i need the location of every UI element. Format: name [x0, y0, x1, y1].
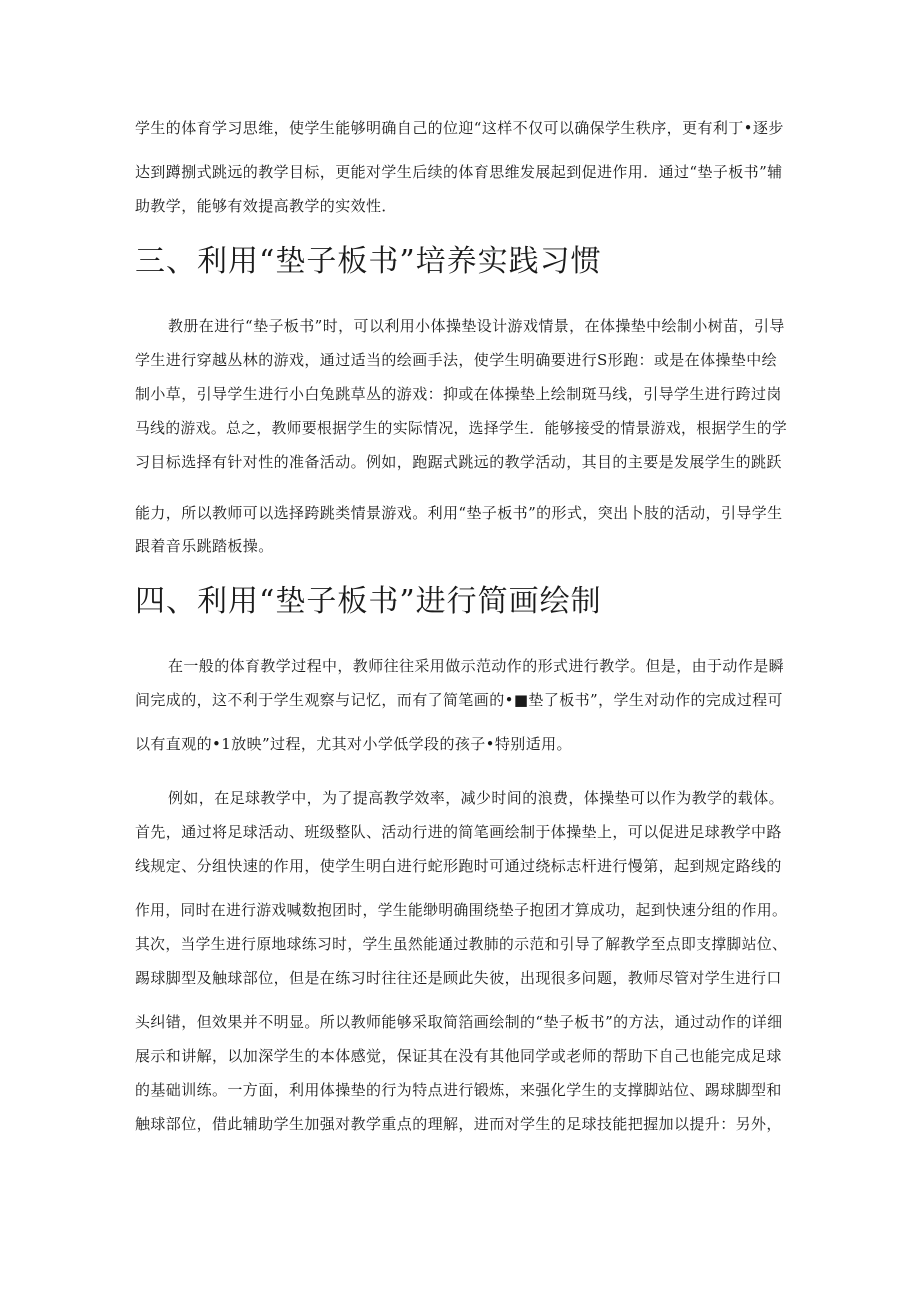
paragraph-line: 踢球脚型及触球部位，但是在练习时往往还是顾此失彼，出现很多问题，教师尽管对学生进行口 [135, 969, 782, 987]
paragraph-line: 首先，通过将足球活动、班级整队、活动行进的简笔画绘制于体操垫上，可以促进足球教学中路 [135, 823, 782, 841]
paragraph-line: 以有直观的•1放映”过程，尤其对小学低学段的孩子•特别适用。 [135, 735, 572, 753]
paragraph-line: 助教学，能够有效提高教学的实效性． [135, 197, 397, 215]
paragraph-line: 学生的体育学习思维，使学生能够明确自己的位迎“这样不仅可以确保学生秩序，更有利丁•逐步 [135, 119, 784, 137]
paragraph-line: 在一般的体育教学过程中，教师往往采用做示范动作的形式进行教学。但是，由于动作是瞬 [168, 657, 785, 675]
paragraph-line: 展示和讲解，以加深学生的本体感觉，保证其在没有其他同学或老师的帮助下自己也能完成足球 [135, 1047, 782, 1065]
paragraph-line: 制小草，引导学生进行小白兔跳草丛的游戏：抑或在体操垫上绘制斑马线，引导学生进行跨过岗 [135, 385, 782, 403]
paragraph-line: 例如，在足球教学中，为了提高教学效率，减少时间的浪费，体操垫可以作为教学的载体。 [168, 789, 785, 807]
paragraph-line: 习目标选择有针对性的准备活动。例如，跑踞式跳远的教学活动，其目的主要是发展学生的跳跃 [135, 453, 782, 471]
paragraph-line: 线规定、分组快速的作用，使学生明白进行蛇形跑时可通过绕标志杆进行慢第，起到规定路线的 [135, 857, 782, 875]
paragraph-line: 教册在进行“垫子板书”时，可以利用小体操垫设计游戏情景，在体操垫中绘制小树苗，引导 [168, 317, 785, 335]
paragraph-line: 间完成的，这不利于学生观察与记忆，而有了简笔画的•■垫了板书”，学生对动作的完成过程可 [135, 691, 783, 709]
paragraph-line: 触球部位，借此辅助学生加强对教学重点的理解，进而对学生的足球技能把握加以提升：另外， [135, 1115, 782, 1133]
paragraph-line: 作用，同时在进行游戏喊数抱团时，学生能缈明确围绕垫子抱团才算成功，起到快速分组的作用。 [135, 901, 788, 919]
paragraph-line: 的基础训练。一方面，利用体操垫的行为特点进行锻炼，来强化学生的支撑脚站位、踢球脚型和 [135, 1081, 782, 1099]
paragraph-line: 跟着音乐跳踏板操。 [135, 537, 274, 555]
paragraph-line: 头纠错，但效果并不明显。所以教师能够采取简箔画绘制的“垫子板书”的方法，通过动作的详细 [135, 1013, 783, 1031]
paragraph-line: 能力，所以教师可以选择跨跳类情景游戏。利用“垫子板书”的形式，突出卜肢的活动，引导学生 [135, 504, 783, 522]
paragraph-line: 达到蹲捌式跳远的教学目标，更能对学生后续的体育思维发展起到促进作用．通过“垫子板书”辅 [135, 163, 783, 181]
paragraph-line: 马线的游戏。总之，教师要根据学生的实际情况，选择学生．能够接受的情景游戏，根据学生的学 [135, 419, 788, 437]
section-heading-4: 四、利用“垫子板书”进行简画绘制 [135, 584, 602, 619]
paragraph-line: 学生进行穿越丛林的游戏，通过适当的绘画手法，使学生明确要进行S形跑：或是在体操垫中绘 [135, 351, 778, 369]
section-heading-3: 三、利用“垫子板书”培养实践习惯 [135, 244, 602, 279]
paragraph-line: 其次，当学生进行原地球练习时，学生虽然能通过教肺的示范和引导了解教学至点即支撑脚站位、 [135, 935, 788, 953]
